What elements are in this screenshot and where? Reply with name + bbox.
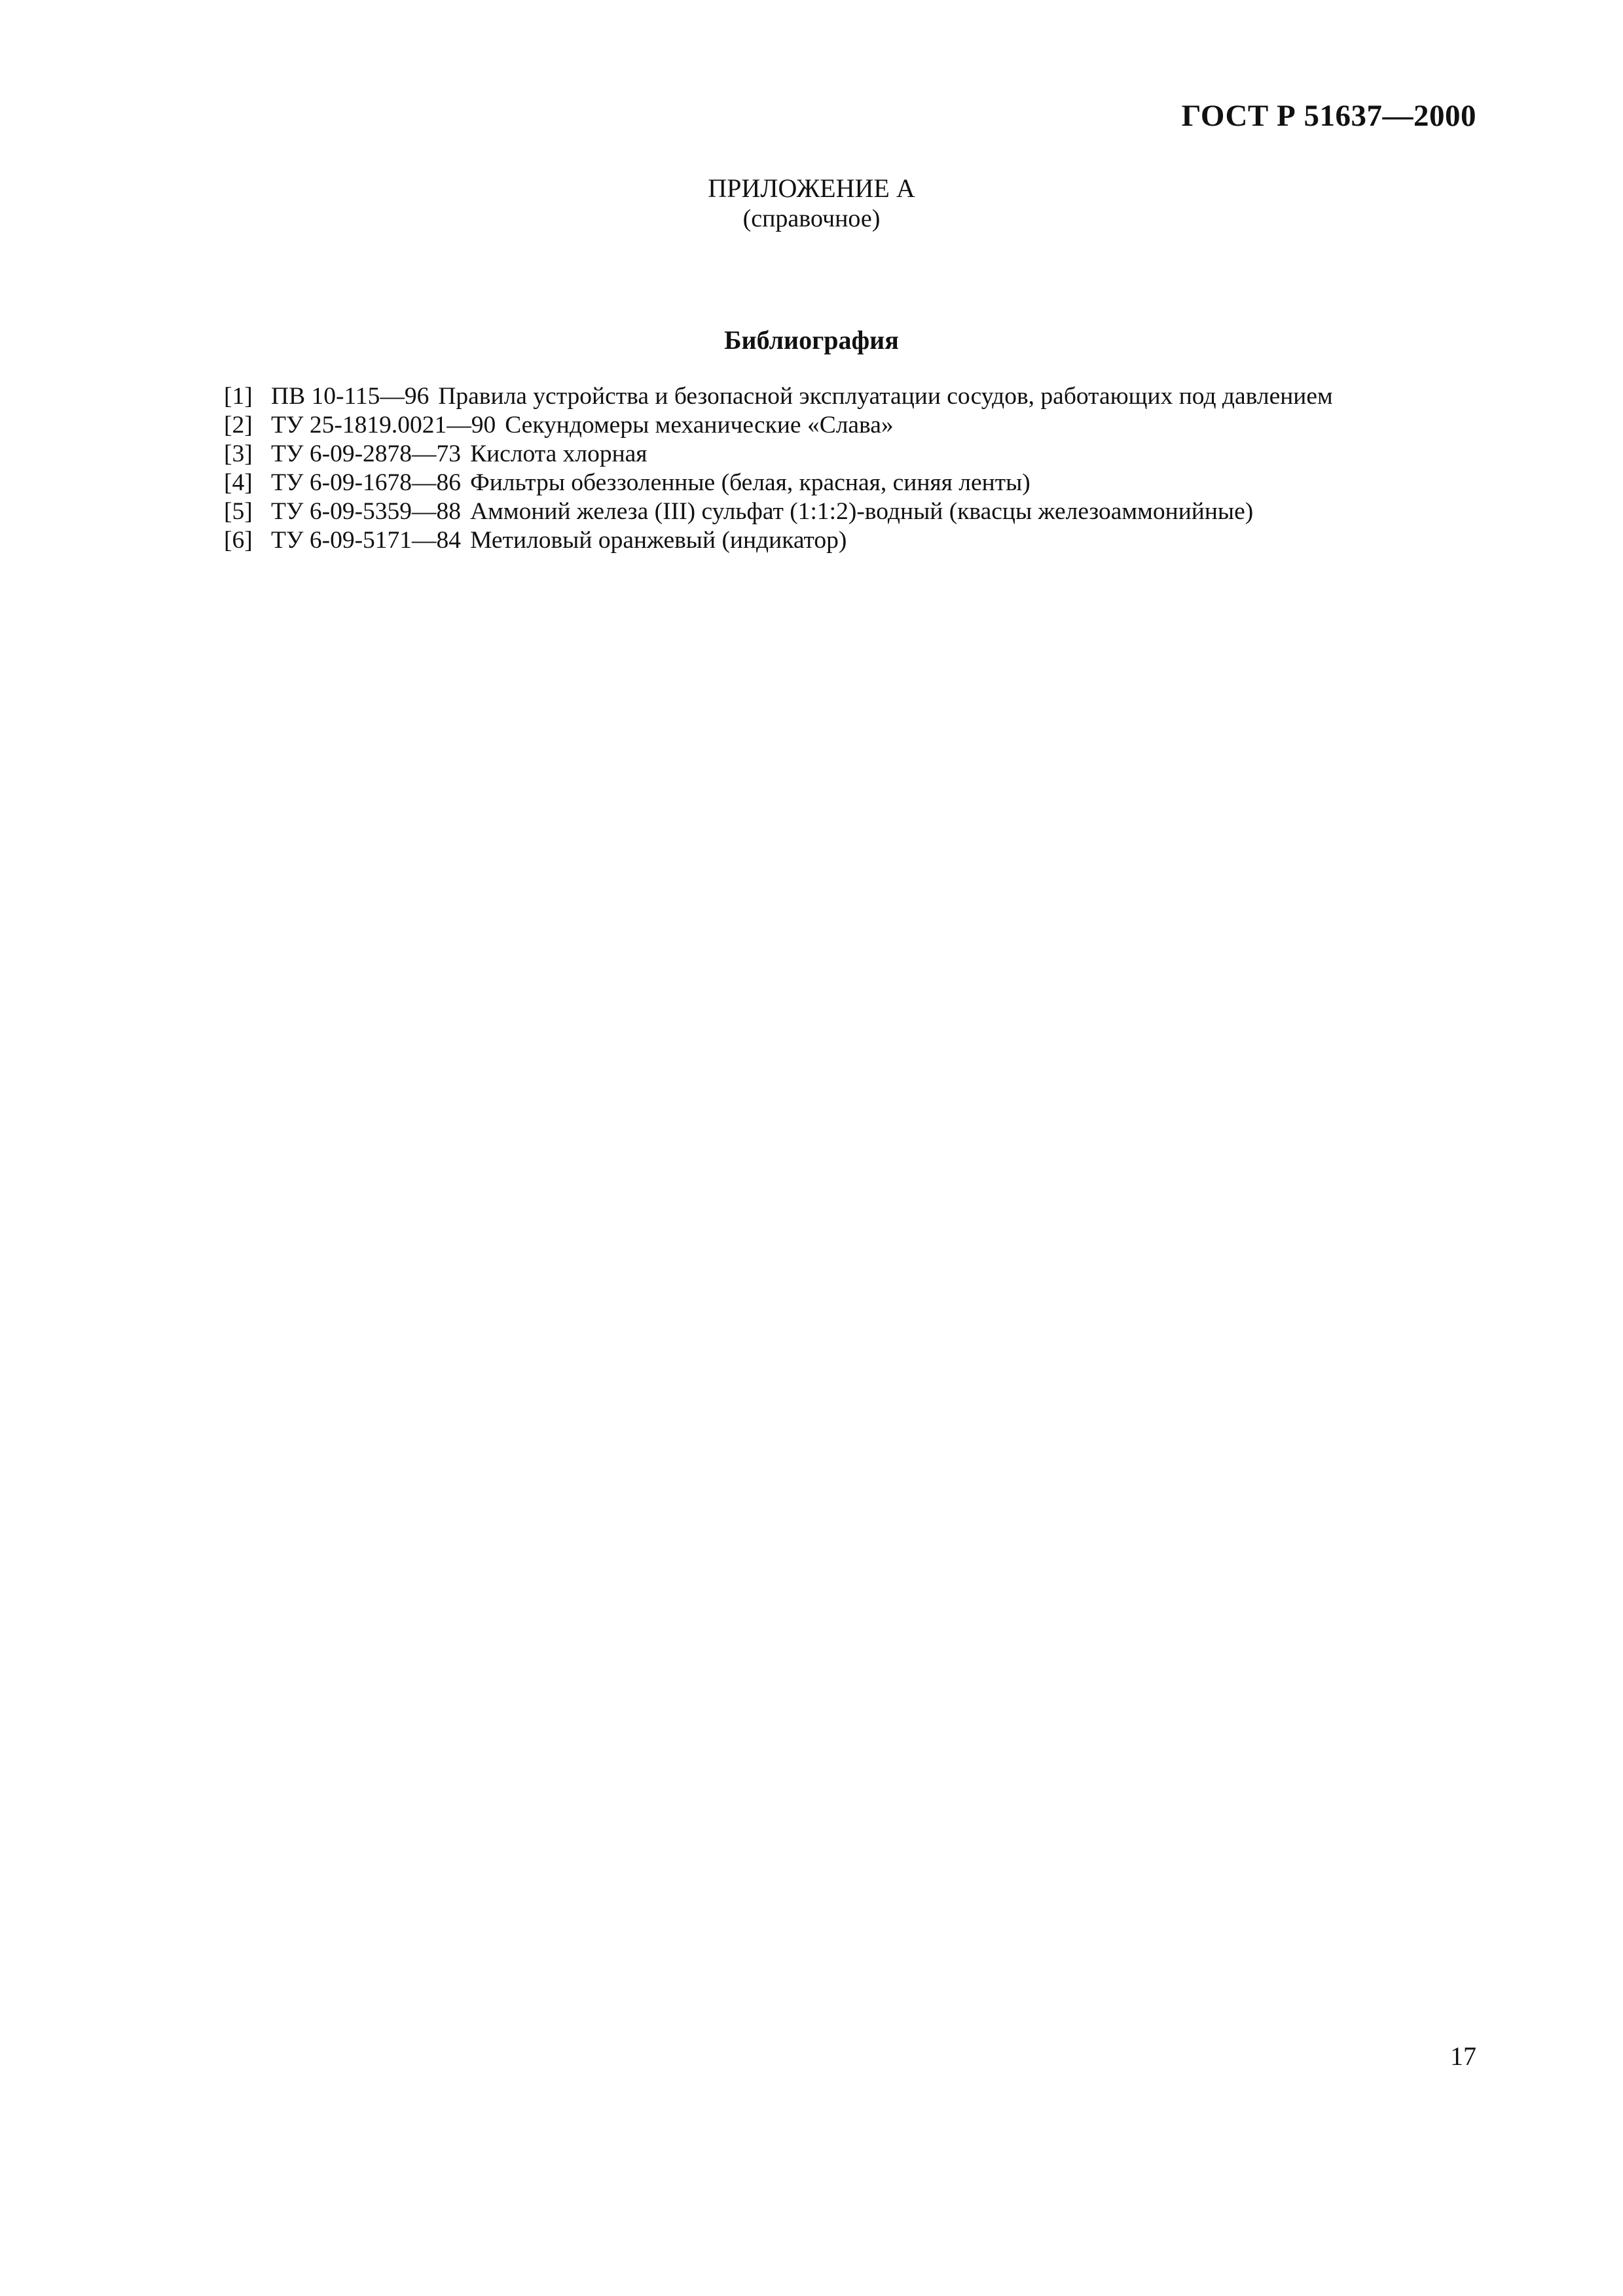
bibliography-list [224, 382, 1487, 555]
bibliography-item-number: [4] [224, 469, 253, 496]
bibliography-item-code: ТУ 25-1819.0021—90 [271, 412, 496, 439]
bibliography-item-code: ТУ 6-09-1678—86 [271, 469, 462, 496]
bibliography-item-number: [6] [224, 527, 253, 554]
appendix-subtitle: (справочное) [742, 205, 881, 232]
bibliography-item-number: [5] [224, 498, 253, 525]
page-number: 17 [1450, 2041, 1476, 2071]
bibliography-item [224, 382, 1487, 411]
bibliography-item [224, 526, 1487, 555]
appendix-title: ПРИЛОЖЕНИЕ А [708, 173, 915, 203]
bibliography-title: Библиография [724, 325, 899, 355]
bibliography-item-code: ПВ 10-115—96 [271, 383, 429, 410]
bibliography-item-code: ТУ 6-09-5359—88 [271, 498, 462, 525]
bibliography-item [224, 469, 1487, 497]
bibliography-item-code: ТУ 6-09-2878—73 [271, 440, 462, 467]
document-code: ГОСТ Р 51637—2000 [1181, 99, 1476, 133]
bibliography-item-text: Метиловый оранжевый (индикатор) [470, 527, 847, 554]
bibliography-item [224, 411, 1487, 440]
bibliography-item-text: Секундомеры механические «Слава» [505, 412, 894, 439]
bibliography-item-text: Фильтры обеззоленные (белая, красная, синяя ленты) [470, 469, 1030, 496]
bibliography-item-code: ТУ 6-09-5171—84 [271, 527, 462, 554]
bibliography-item-text: Аммоний железа (III) сульфат (1:1:2)-водный (квасцы железоаммонийные) [470, 498, 1254, 525]
bibliography-item-text: Правила устройства и безопасной эксплуатации сосудов, работающих под давлением [438, 383, 1333, 410]
bibliography-item-text: Кислота хлорная [470, 440, 647, 467]
bibliography-item-number: [2] [224, 412, 253, 439]
bibliography-item-number: [3] [224, 440, 253, 467]
bibliography-item [224, 440, 1487, 469]
bibliography-item [224, 497, 1487, 526]
bibliography-item-number: [1] [224, 383, 253, 410]
